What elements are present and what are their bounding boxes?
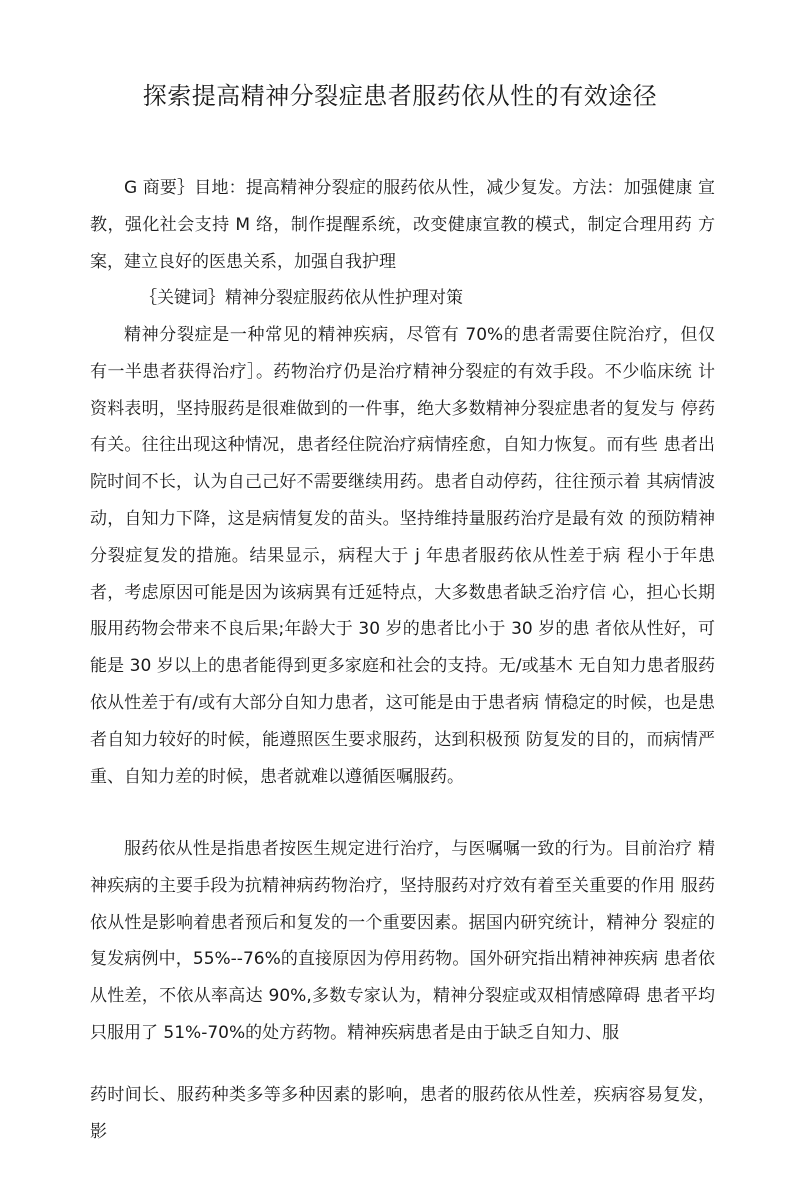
body-paragraph-continued: 药时间长、服药种类多等多种因素的影响，患者的服药依从性差，疾病容易复发，影: [90, 1085, 715, 1142]
body-paragraph: 服药依从性是指患者按医生规定进行治疗，与医嘱嘱一致的行为。目前治疗 精神疾病的主要手段为抗精神病药物治疗，坚持服药对疗效有着至关重要的作用 服药依从性是影响着患者预后和复发的一个重要因素。据国内研究统计，精神分 裂症的复发病例中，55%--76%的直接原因为停用药物。国外研究指出精神神疾病 患者依从性差，不依从率高达 90%,多数专家认为，精神分裂症或双相情感障碍 患者平均只服用了 51%-70%的处方药物。精神疾病患者是由于缺乏自知力、服: [90, 839, 715, 1043]
document-title: 探索提高精神分裂症患者服药依从性的有效途径: [142, 82, 658, 110]
keywords-line: ｛关键词｝精神分裂症服药依从性护理对策: [140, 288, 463, 308]
abstract-paragraph: G 商要｝目地：提高精神分裂症的服药依从性，减少复发。方法：加强健康 宣教，强化社会支持 M 络，制作提醒系统，改变健康宣教的模式，制定合理用药 方案，建立良好的医患关系，加强自我护理: [90, 178, 715, 272]
body-paragraph: 精神分裂症是一种常见的精神疾病，尽管有 70%的患者需要住院治疗，但仅 有一半患者获得治疗］。药物治疗仍是治疗精神分裂症的有效手段。不少临床统 计资料表明，坚持服药是很难做到的一件事，绝大多数精神分裂症患者的复发与 停药有关。往往出现这种情况，患者经住院治疗病情痊愈，自知力恢复。而有些 患者出院时间不长，认为自己己好不需要继续用药。患者自动停药，往往预示着 其病情波动，自知力下降，这是病情复发的苗头。坚持维持量服药治疗是最有效 的预防精神分裂症复发的措施。结果显示，病程大于 j 年患者服药依从性差于病 程小于年患者，考虑原因可能是因为该病異有迁延特点，大多数患者缺乏治疗信 心，担心长期服用药物会带来不良后果;年龄大于 30 岁的患者比小于 30 岁的患 者依从性好，可能是 30 岁以上的患者能得到更多家庭和社会的支持。无/或基木 无自知力患者服药依从性差于有/或有大部分自知力患者，这可能是由于患者病 情稳定的时候，也是患者自知力较好的时候，能遵照医生要求服药，达到积极预 防复发的目的，而病情严重、自知力差的时候，患者就难以遵循医嘱服药。: [90, 325, 715, 787]
